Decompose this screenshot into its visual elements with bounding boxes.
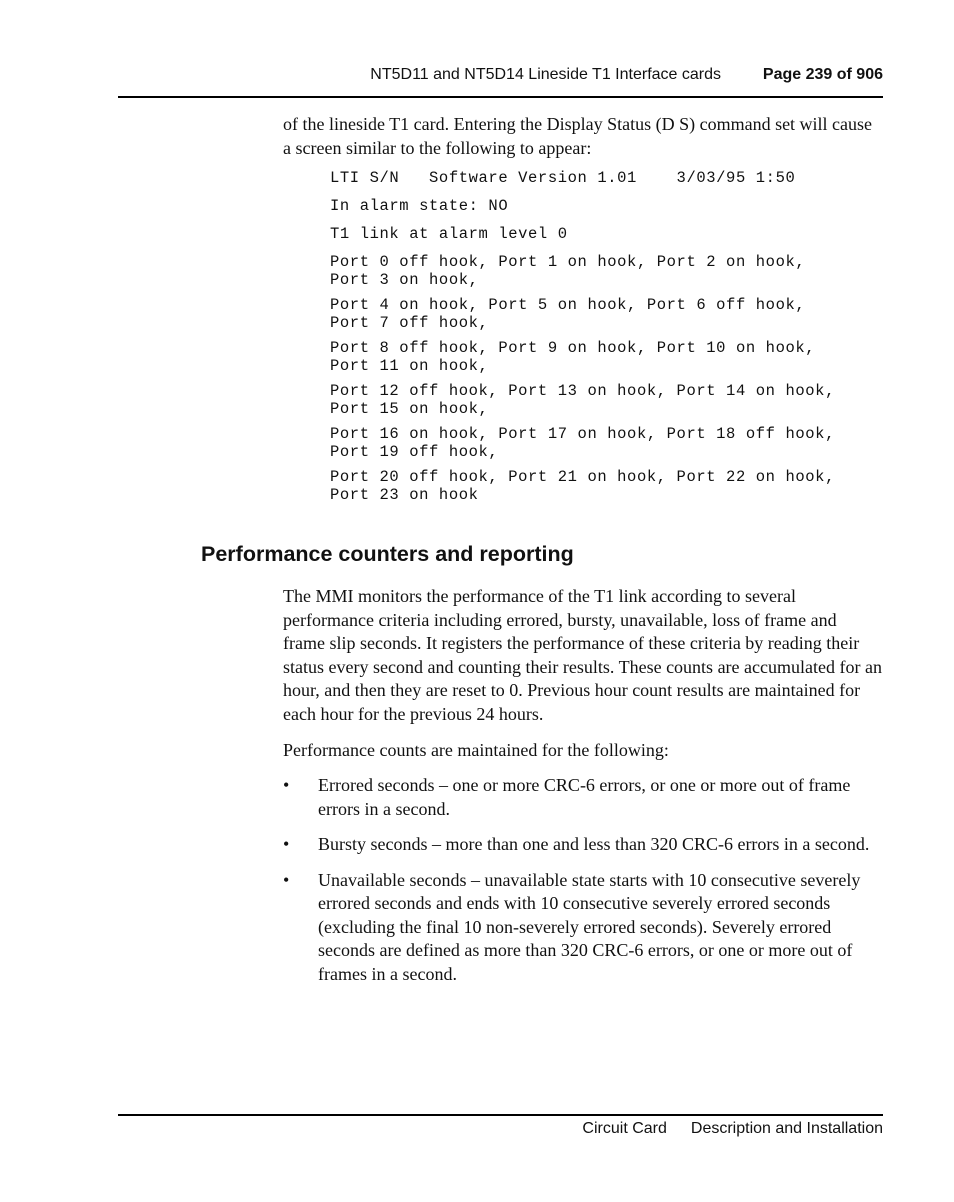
intro-paragraph: of the lineside T1 card. Entering the Display Status (D S) command set will cause a screen similar to the following to appear: <box>283 114 873 158</box>
code-line: Port 20 off hook, Port 21 on hook, Port 22 on hook, Port 23 on hook <box>330 468 835 504</box>
list-item <box>283 869 883 987</box>
section-paragraph: Performance counts are maintained for the following: <box>283 740 669 760</box>
page-number: Page 239 of 906 <box>762 66 883 83</box>
bullet-icon: • <box>283 775 290 795</box>
section-paragraph: The MMI monitors the performance of the T1 link according to several performance criteria including errored, bursty, unavailable, loss of frame and frame slip seconds. It registers the performance of these criteria by reading their status every second and counting their results. These counts are accumulated for an hour, and then they are reset to 0. Previous hour count results are maintained for each hour for the previous 24 hours. <box>283 586 882 724</box>
code-line: LTI S/N Software Version 1.01 3/03/95 1:50 <box>330 169 796 187</box>
bullet-icon: • <box>283 869 290 890</box>
code-line: Port 4 on hook, Port 5 on hook, Port 6 off hook, Port 7 off hook, <box>330 296 806 332</box>
code-line: Port 16 on hook, Port 17 on hook, Port 18 off hook, Port 19 off hook, <box>330 425 835 461</box>
list-item-text: Bursty seconds – more than one and less than 320 CRC-6 errors in a second. <box>318 834 870 854</box>
footer-right: Description and Installation <box>690 1120 883 1137</box>
section-heading: Performance counters and reporting <box>201 542 574 566</box>
code-line: Port 12 off hook, Port 13 on hook, Port 14 on hook, Port 15 on hook, <box>330 382 835 418</box>
page-footer <box>118 1114 883 1137</box>
document-title: NT5D11 and NT5D14 Lineside T1 Interface cards <box>370 66 721 83</box>
list-item <box>283 833 883 857</box>
code-line: Port 8 off hook, Port 9 on hook, Port 10 on hook, Port 11 on hook, <box>330 339 816 375</box>
page-header <box>118 62 883 98</box>
footer-left: Circuit Card <box>582 1120 667 1137</box>
code-line: In alarm state: NO <box>330 197 509 215</box>
footer-text <box>582 1120 883 1138</box>
code-line: T1 link at alarm level 0 <box>330 225 568 243</box>
bullet-icon: • <box>283 834 290 854</box>
list-item <box>283 774 883 821</box>
list-item-text: Unavailable seconds – unavailable state starts with 10 consecutive severely errored seconds and ends with 10 consecutive severely errored seconds (excluding the final 10 non-severely errored seconds). Severely errored seconds are defined as more than 320 CRC-6 errors, or one or more out of frames in a second. <box>318 869 861 984</box>
code-line: Port 0 off hook, Port 1 on hook, Port 2 on hook, Port 3 on hook, <box>330 253 806 289</box>
criteria-list <box>283 774 883 998</box>
list-item-text: Errored seconds – one or more CRC-6 errors, or one or more out of frame errors in a second. <box>318 775 851 819</box>
display-status-output <box>330 170 880 512</box>
